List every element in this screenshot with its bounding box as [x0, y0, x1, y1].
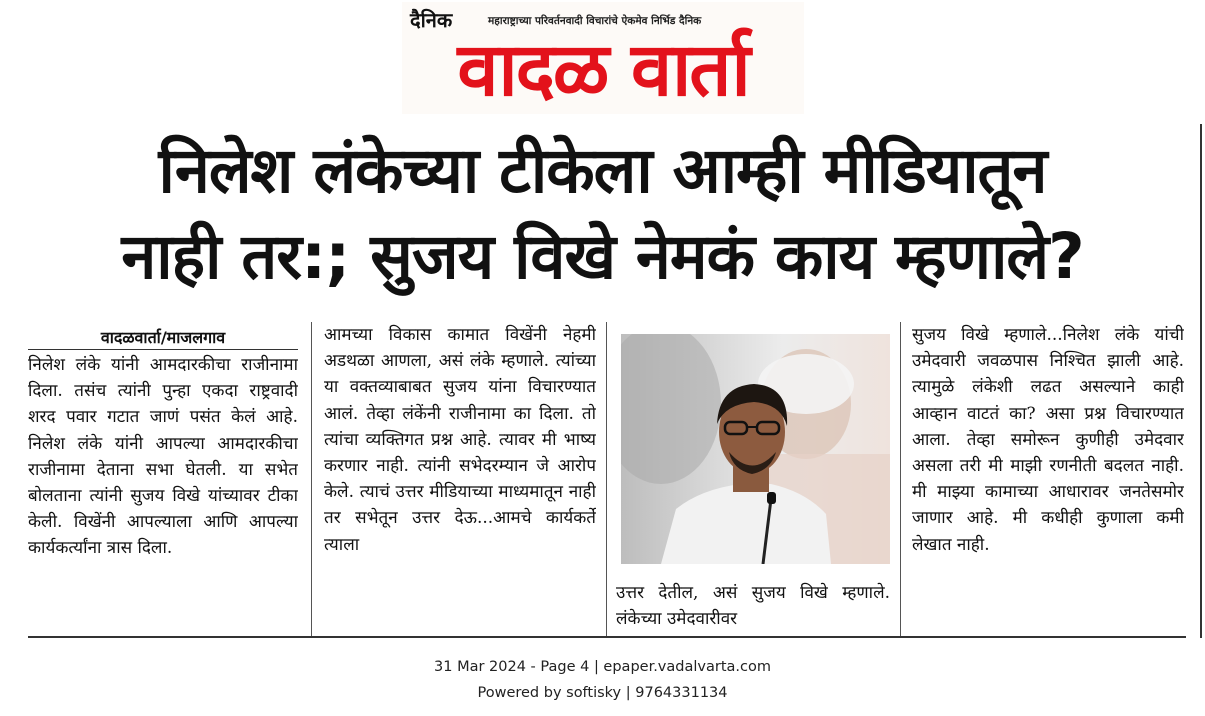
masthead-prefix: दैनिक: [410, 8, 453, 32]
newspaper-title: वादळ वार्ता: [457, 27, 749, 113]
article-bottom-rule: [28, 636, 1186, 638]
byline: वादळवार्ता/माजलगाव: [100, 328, 226, 347]
column-divider: [606, 322, 607, 636]
article-column-1: निलेश लंके यांनी आमदारकीचा राजीनामा दिला. तसंच त्यांनी पुन्हा एकदा राष्ट्रवादी शरद पवार गटात जाणं पसंत केलं आहे. निलेश लंके यांनी आपल्या आमदारकीचा राजीनामा देताना सभा घेतली. या सभेत बोलताना त्यांनी सुजय विखे यांच्यावर टीका केली. विखेंनी आपल्याला आणि आपल्या कार्यकर्त्यांना त्रास दिला.: [28, 355, 298, 559]
column-divider: [900, 322, 901, 636]
article-column-2: आमच्या विकास कामात विखेंनी नेहमी अडथळा आणला, असं लंके म्हणाले. त्यांच्या या वक्तव्याबाबत सुजय यांना विचारण्यात आलं. तेव्हा लंकेंनी राजीनामा का दिला. तो त्यांचा व्यक्तिगत प्रश्न आहे. त्यावर मी भाष्य करणार नाही. त्यांनी सभेदरम्यान जे आरोप केले. त्याचं उत्तर मीडियाच्या माध्यमातून नाही तर सभेतून उत्तर देऊ...आमचे कार्यकर्ते त्याला: [324, 325, 596, 555]
page-edge-rule: [1200, 124, 1202, 638]
headline-line-2: नाही तर:; सुजय विखे नेमकं काय म्हणाले?: [121, 220, 1084, 293]
column-divider: [311, 322, 312, 636]
masthead-tagline: महाराष्ट्राच्या परिवर्तनवादी विचारांचे ऐकमेव निर्भिड दैनिक: [488, 15, 702, 27]
person-speaking-at-microphone-photo: [621, 334, 890, 564]
article-column-4: सुजय विखे म्हणाले...निलेश लंके यांची उमेदवारी जवळपास निश्चित झाली आहे. त्यामुळे लंकेशी लढत असल्याने काही आव्हान वाटतं का? असा प्रश्न विचारण्यात आला. तेव्हा समोरून कुणीही उमेदवार असला तरी मी माझी रणनीती बदलत नाही. मी माझ्या कामाच्या आधारावर जनतेसमोर जाणार आहे. मी कधीही कुणाला कमी लेखात नाही.: [912, 325, 1184, 555]
headline: [20, 128, 1185, 300]
headline-line-1: निलेश लंकेच्या टीकेला आम्ही मीडियातून: [158, 134, 1047, 207]
byline-divider: [28, 349, 298, 350]
masthead: [402, 2, 804, 114]
footer-date-page: 31 Mar 2024 - Page 4 | epaper.vadalvarta.com: [434, 659, 771, 675]
footer-powered-by: Powered by softisky | 9764331134: [477, 685, 728, 701]
article-column-3: उत्तर देतील, असं सुजय विखे म्हणाले. लंकेच्या उमेदवारीवर: [616, 583, 890, 630]
